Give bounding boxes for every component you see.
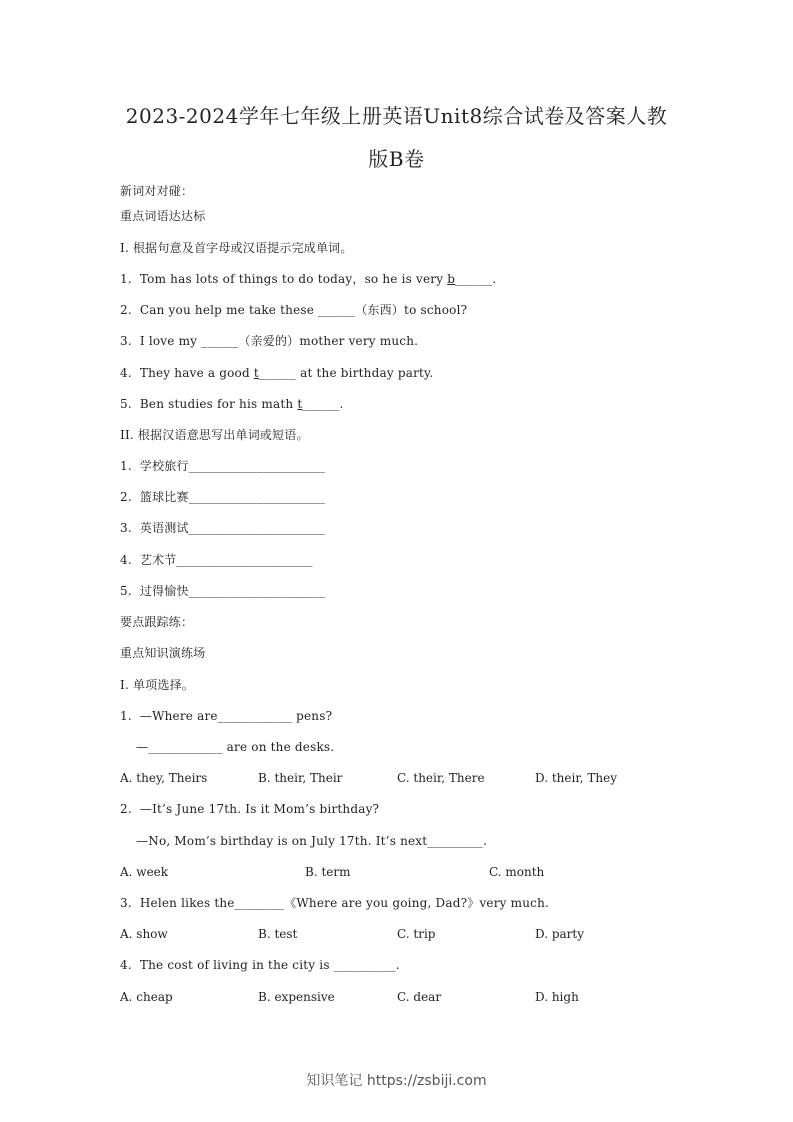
mc-q2-option-a: A. week <box>120 865 169 879</box>
s1-question-5 <box>120 396 344 412</box>
section1-heading: I. 根据句意及首字母或汉语提示完成单词。 <box>120 241 353 255</box>
s1-q5-text: 5. Ben studies for his math <box>120 397 298 411</box>
s1-question-1 <box>120 271 496 287</box>
mc-q3-option-a: A. show <box>120 927 168 941</box>
mc-question-4-line-1: 4. The cost of living in the city is __________. <box>120 958 400 972</box>
mc-q3-option-c: C. trip <box>397 927 436 941</box>
mc-q1-option-b: B. their, Their <box>258 771 343 785</box>
mc-question-1-line-2: —____________ are on the desks. <box>120 740 335 754</box>
section-key-practice: 要点跟踪练： <box>120 615 194 629</box>
s2-question-2: 2. 篮球比赛______________________ <box>120 490 326 504</box>
mc-question-1-line-1: 1. —Where are____________ pens? <box>120 709 333 723</box>
s2-question-4: 4. 艺术节______________________ <box>120 553 313 567</box>
s1-question-3: 3. I love my ______（亲爱的）mother very much. <box>120 334 419 348</box>
section-vocab-goal: 重点词语达达标 <box>120 209 206 223</box>
mc-q4-option-a: A. cheap <box>120 990 173 1004</box>
s1-question-4 <box>120 365 433 381</box>
mc-q1-option-a: A. they, Theirs <box>120 771 208 785</box>
mc-q2-option-b: B. term <box>305 865 351 879</box>
document-title-line-1: 2023-2024学年七年级上册英语Unit8综合试卷及答案人教 <box>125 104 668 128</box>
mc-q1-option-c: C. their, There <box>397 771 485 785</box>
section-knowledge: 重点知识演练场 <box>120 646 206 660</box>
mc-question-3-line-1: 3. Helen likes the________《Where are you going, Dad?》very much. <box>120 896 550 910</box>
s1-q5-blank: ______. <box>302 397 344 411</box>
mc-q4-option-d: D. high <box>535 990 579 1004</box>
s1-q4-text: 4. They have a good <box>120 366 254 380</box>
s2-question-1: 1. 学校旅行______________________ <box>120 459 326 473</box>
mc-question-2-line-2: —No, Mom’s birthday is on July 17th. It’s next_________. <box>120 834 488 848</box>
s1-q1-hint-letter: b <box>447 272 456 286</box>
mc-q4-option-b: B. expensive <box>258 990 335 1004</box>
s2-question-3: 3. 英语测试______________________ <box>120 521 326 535</box>
s1-q1-blank: ______. <box>455 272 497 286</box>
mc-q3-option-d: D. party <box>535 927 584 941</box>
mc-q1-option-d: D. their, They <box>535 771 617 785</box>
mc-q4-option-c: C. dear <box>397 990 442 1004</box>
mc-question-2-line-1: 2. —It’s June 17th. Is it Mom’s birthday? <box>120 802 380 816</box>
document-title-line-2: 版B卷 <box>368 147 425 171</box>
section3-heading: I. 单项选择。 <box>120 678 194 692</box>
section-new-words: 新词对对碰： <box>120 184 194 198</box>
mc-q3-option-b: B. test <box>258 927 298 941</box>
s2-question-5: 5. 过得愉快______________________ <box>120 584 326 598</box>
s1-q5-hint-letter: t <box>297 397 303 411</box>
s1-q4-hint-letter: t <box>253 366 259 380</box>
s1-q1-text: 1. Tom has lots of things to do today，so he is very <box>120 272 448 286</box>
s1-q4-blank: ______ at the birthday party. <box>258 366 434 380</box>
section2-heading: II. 根据汉语意思写出单词或短语。 <box>120 428 309 442</box>
footer-watermark: 知识笔记 https://zsbiji.com <box>306 1073 487 1089</box>
s1-question-2: 2. Can you help me take these ______（东西）to school? <box>120 303 468 317</box>
mc-q2-option-c: C. month <box>489 865 545 879</box>
